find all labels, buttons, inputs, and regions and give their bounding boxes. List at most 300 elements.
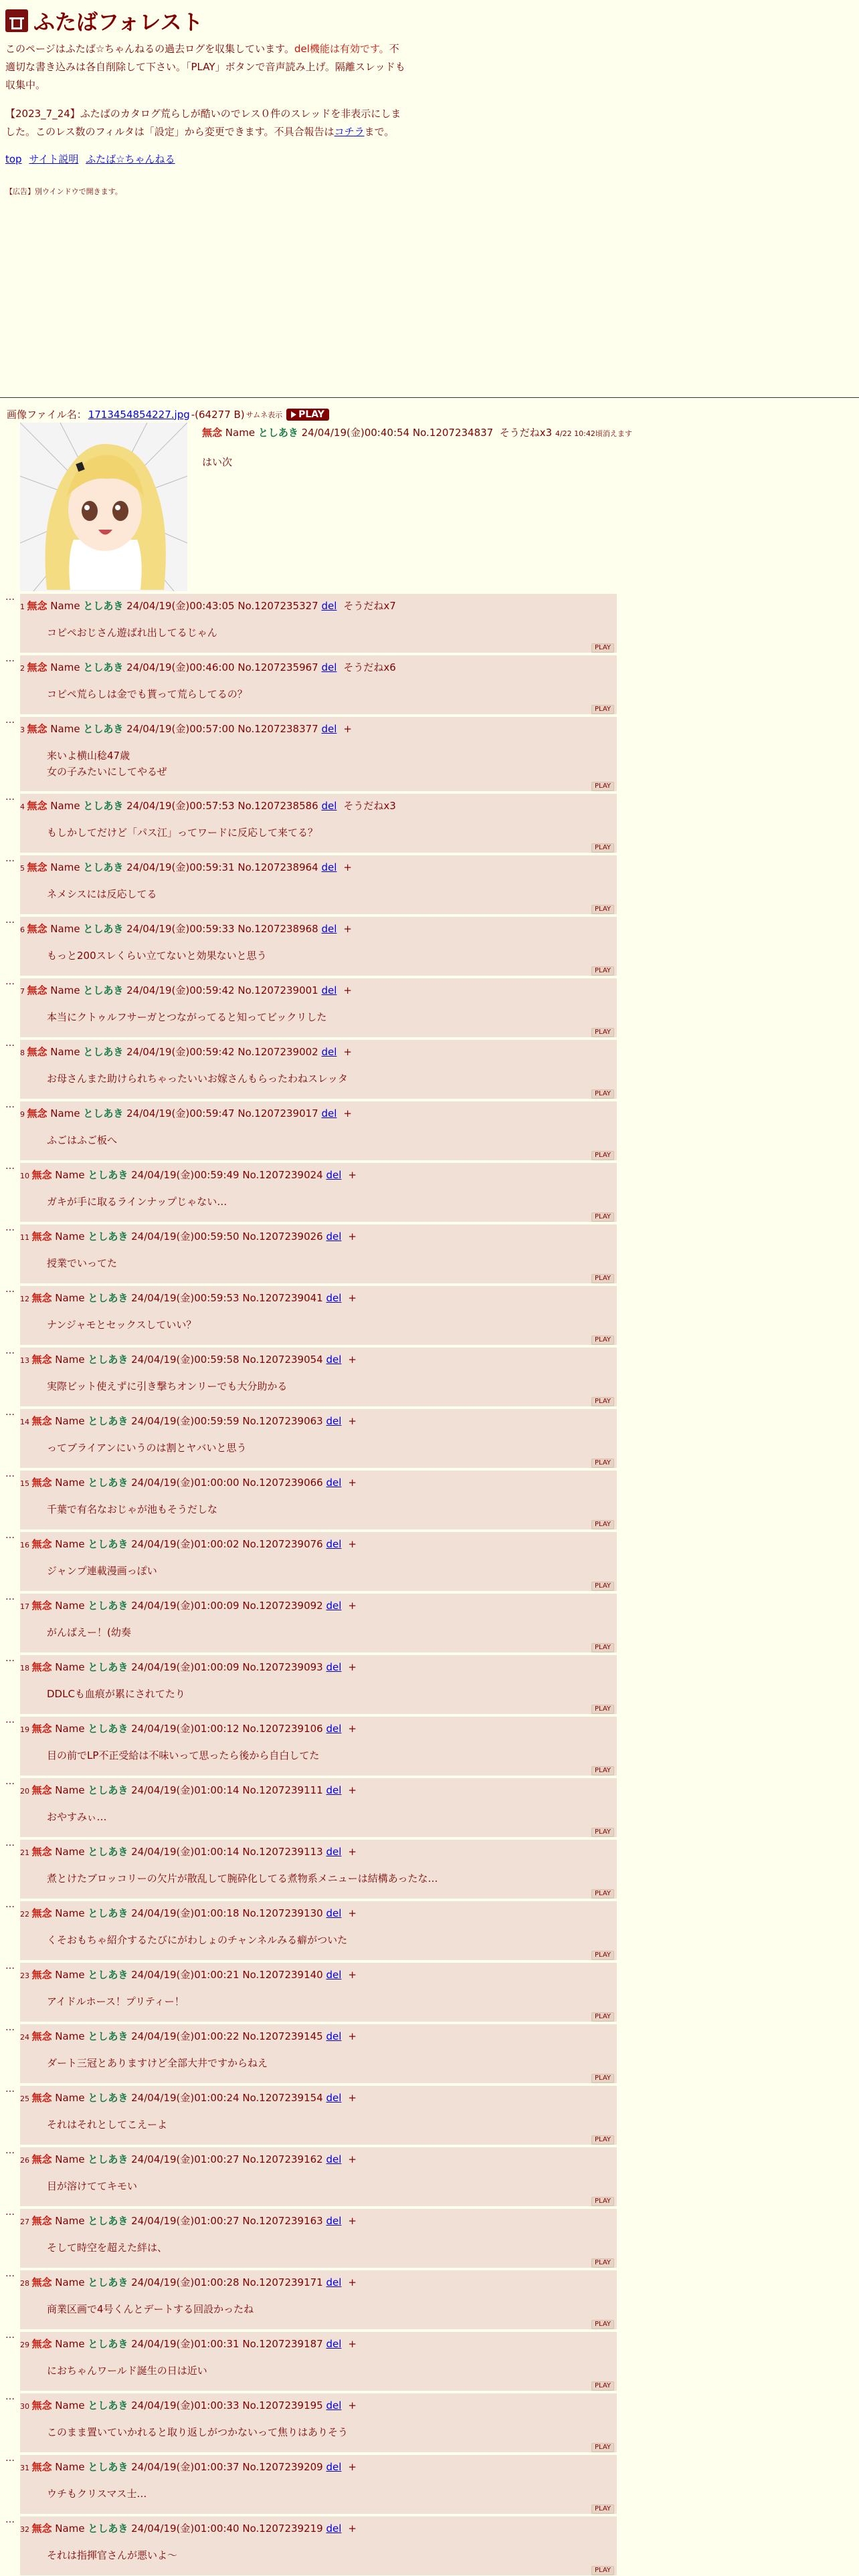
reply-del-link[interactable]: del [326,2276,342,2288]
reply-header [20,1414,357,1428]
op-sodane[interactable]: そうだねx3 [499,427,553,439]
reply-post-number[interactable]: No.1207239145 [242,2030,323,2042]
reply-sodane[interactable]: + [348,2276,357,2288]
reply-row [5,978,859,1037]
reply-poster-name: としあき [88,2215,128,2227]
reply-row [5,717,859,791]
reply-del-link[interactable]: del [326,1723,342,1735]
reply-header [20,983,352,997]
reply-sodane[interactable]: + [348,2215,357,2227]
reply-datetime: 24/04/19(金)01:00:09 [131,1600,240,1612]
reply-play-button[interactable]: PLAY [591,1951,614,1960]
reply-subject: 無念 [27,661,47,673]
reply-index: 11 [20,1233,32,1242]
reply-header [20,1721,357,1735]
reply-row [5,2209,859,2268]
reply-post-number[interactable]: No.1207239092 [242,1600,323,1612]
reply-row [5,1901,859,1960]
reply-post-number[interactable]: No.1207239002 [237,1046,318,1058]
reply-play-button[interactable]: PLAY [591,1643,614,1652]
site-title: ふたばフォレスト [33,9,203,35]
reply-header [20,2337,357,2351]
reply-sodane[interactable]: + [348,1969,357,1981]
reply-poster-name: としあき [83,723,124,735]
reply-post [20,1778,617,1837]
reply-subject: 無念 [31,2153,52,2165]
reply-header [20,1906,357,1920]
reply-play-button[interactable]: PLAY [591,1520,614,1529]
reply-post-number[interactable]: No.1207239187 [242,2338,323,2350]
reply-play-button[interactable]: PLAY [591,1459,614,1468]
reply-header [20,2152,357,2166]
reply-subject: 無念 [31,2276,52,2288]
reply-subject: 無念 [31,1661,52,1673]
reply-index: 13 [20,1356,32,1365]
reply-row [5,2024,859,2083]
reply-sodane[interactable]: そうだねx3 [343,800,396,812]
reply-body: がんばえー！(幼奏 [47,1626,131,1638]
reply-body: におちゃんワールド誕生の日は近い [47,2365,207,2377]
reply-row [5,1655,859,1714]
op-play-button[interactable] [286,409,329,421]
reply-sodane[interactable]: + [348,2338,357,2350]
reply-del-link[interactable]: del [326,1292,342,1304]
reply-play-button[interactable]: PLAY [591,2504,614,2514]
reply-post-number[interactable]: No.1207239041 [242,1292,323,1304]
reply-post-number[interactable]: No.1207239162 [242,2153,323,2165]
reply-datetime: 24/04/19(金)00:57:53 [126,800,235,812]
file-info-row [0,407,859,421]
reply-post-number[interactable]: No.1207239163 [242,2215,323,2227]
reply-play-button[interactable]: PLAY [591,905,614,914]
reply-post-number[interactable]: No.1207239154 [242,2092,323,2104]
reply-sodane[interactable]: + [348,2461,357,2473]
reply-play-button[interactable]: PLAY [591,2320,614,2329]
reply-index: 19 [20,1725,32,1734]
reply-poster-name: としあき [88,1169,128,1181]
reply-sodane[interactable]: + [348,1230,357,1243]
reply-post [20,794,617,853]
reply-header [20,1352,357,1366]
reply-play-button[interactable]: PLAY [591,2135,614,2145]
reply-row [5,1840,859,1899]
reply-header [20,1660,357,1674]
reply-subject: 無念 [31,2092,52,2104]
reply-datetime: 24/04/19(金)01:00:31 [131,2338,240,2350]
notice-text: 【2023_7_24】ふたばのカタログ荒らしが酷いのでレス０件のスレッドを非表示にしました。このレス数のフィルタは「設定」から変更できます。不具合報告は [5,108,401,138]
reply-del-link[interactable]: del [326,1784,342,1796]
reply-row [5,855,859,914]
reply-del-link[interactable]: del [326,2523,342,2535]
reply-play-button[interactable]: PLAY [591,1089,614,1099]
reply-post-number[interactable]: No.1207235327 [237,600,318,612]
reply-body: もっと200スレくらい立てないと効果ないと思う [47,950,267,962]
reply-sodane[interactable]: + [348,1415,357,1427]
reply-post-number[interactable]: No.1207239106 [242,1723,323,1735]
reply-poster-name: としあき [88,1538,128,1550]
reply-post-number[interactable]: No.1207239063 [242,1415,323,1427]
reply-poster-name: としあき [88,1477,128,1489]
reply-body: それはそれとしてこえーよ [47,2119,168,2131]
reply-datetime: 24/04/19(金)01:00:28 [131,2276,240,2288]
reply-name-label: Name [55,1538,85,1550]
reply-name-label: Name [55,2092,85,2104]
reply-header [20,2214,357,2228]
reply-row [5,1348,859,1406]
reply-index: 27 [20,2218,32,2226]
reply-del-link[interactable]: del [321,861,337,873]
reply-datetime: 24/04/19(金)01:00:14 [131,1784,240,1796]
reply-poster-name: としあき [88,1784,128,1796]
reply-sodane[interactable]: + [348,2523,357,2535]
reply-post-number[interactable]: No.1207239017 [237,1107,318,1119]
reply-header [20,1045,352,1059]
reply-post-number[interactable]: No.1207239066 [242,1477,323,1489]
reply-list [5,594,859,2575]
reply-play-button[interactable]: PLAY [591,1705,614,1714]
reply-datetime: 24/04/19(金)00:59:33 [126,923,235,935]
reply-name-label: Name [50,723,80,735]
reply-del-link[interactable]: del [326,1846,342,1858]
reply-play-button[interactable]: PLAY [591,643,614,653]
reply-name-label: Name [55,2523,85,2535]
reply-subject: 無念 [31,2461,52,2473]
reply-post [20,594,617,653]
reply-body: お母さんまた助けられちゃったいいお嫁さんもらったわねスレッタ [47,1073,348,1085]
reply-del-link[interactable]: del [321,723,337,735]
reply-sodane[interactable]: + [343,1046,352,1058]
reply-del-link[interactable]: del [326,1969,342,1981]
reply-play-button[interactable]: PLAY [591,2197,614,2206]
reply-name-label: Name [55,1907,85,1919]
reply-post-number[interactable]: No.1207239171 [242,2276,323,2288]
reply-name-label: Name [50,984,80,996]
reply-row [5,2086,859,2145]
reply-del-link[interactable]: del [326,2399,342,2411]
reply-marker: … [5,2207,14,2218]
reply-header [20,1106,352,1120]
reply-sodane[interactable]: + [348,2153,357,2165]
reply-del-link[interactable]: del [326,1354,342,1366]
reply-index: 9 [20,1110,27,1119]
reply-del-link[interactable]: del [326,2461,342,2473]
reply-name-label: Name [55,1846,85,1858]
reply-datetime: 24/04/19(金)00:46:00 [126,661,235,673]
reply-play-button[interactable]: PLAY [591,705,614,714]
reply-post [20,2024,617,2083]
reply-subject: 無念 [27,984,47,996]
reply-index: 18 [20,1664,32,1673]
reply-name-label: Name [50,600,80,612]
reply-body: ふごはふご板へ [47,1134,118,1146]
reply-subject: 無念 [31,1969,52,1981]
nav-futaba-link[interactable]: ふたば☆ちゃんねる [86,153,175,165]
reply-subject: 無念 [31,1538,52,1550]
reply-subject: 無念 [31,2215,52,2227]
reply-name-label: Name [55,2338,85,2350]
reply-header [20,660,396,674]
reply-post-number[interactable]: No.1207239209 [242,2461,323,2473]
reply-marker: … [5,1838,14,1848]
reply-post-number[interactable]: No.1207239024 [242,1169,323,1181]
reply-datetime: 24/04/19(金)00:59:59 [131,1415,240,1427]
reply-play-button[interactable]: PLAY [591,1335,614,1345]
reply-sodane[interactable]: + [348,2399,357,2411]
reply-play-button[interactable]: PLAY [591,843,614,853]
reply-poster-name: としあき [83,800,124,812]
reply-sodane[interactable]: + [348,1354,357,1366]
reply-del-link[interactable]: del [321,1107,337,1119]
reply-play-button[interactable]: PLAY [591,1397,614,1406]
reply-marker: … [5,1592,14,1602]
reply-header [20,1844,357,1858]
reply-name-label: Name [55,2461,85,2473]
reply-post [20,2393,617,2452]
reply-name-label: Name [55,2399,85,2411]
reply-marker: … [5,1469,14,1479]
reply-row [5,2147,859,2206]
reply-post [20,2086,617,2145]
reply-play-button[interactable]: PLAY [591,1582,614,1591]
reply-play-button[interactable]: PLAY [591,2443,614,2452]
reply-sodane[interactable]: + [348,1477,357,1489]
reply-del-link[interactable]: del [326,1415,342,1427]
reply-body: そして時空を超えた絆は、 [47,2242,168,2254]
reply-sodane[interactable]: + [348,2092,357,2104]
reply-marker: … [5,2084,14,2095]
reply-subject: 無念 [31,1292,52,1304]
reply-post-number[interactable]: No.1207238968 [237,923,318,935]
reply-header [20,2029,357,2043]
reply-sodane[interactable]: + [348,1292,357,1304]
reply-sodane[interactable]: + [348,1600,357,1612]
reply-play-button[interactable]: PLAY [591,782,614,791]
reply-sodane[interactable]: そうだねx7 [343,600,396,612]
reply-index: 22 [20,1910,32,1919]
reply-header [20,922,352,936]
reply-del-link[interactable]: del [321,600,337,612]
reply-del-link[interactable]: del [321,984,337,996]
reply-marker: … [5,2022,14,2033]
reply-sodane[interactable]: + [343,861,352,873]
reply-post-number[interactable]: No.1207239195 [242,2399,323,2411]
reply-play-button[interactable]: PLAY [591,1212,614,1222]
reply-datetime: 24/04/19(金)01:00:33 [131,2399,240,2411]
reply-sodane[interactable]: そうだねx6 [343,661,396,673]
reply-sodane[interactable]: + [348,1661,357,1673]
header-divider [0,397,859,398]
reply-post-number[interactable]: No.1207235967 [237,661,318,673]
reply-post [20,1040,617,1099]
reply-post-number[interactable]: No.1207239054 [242,1354,323,1366]
reply-post-number[interactable]: No.1207238586 [237,800,318,812]
reply-name-label: Name [55,1169,85,1181]
op-thumbnail[interactable] [20,423,187,591]
play-icon [291,411,296,418]
reply-index: 26 [20,2156,32,2165]
reply-datetime: 24/04/19(金)01:00:12 [131,1723,240,1735]
reply-post-number[interactable]: No.1207238377 [237,723,318,735]
reply-subject: 無念 [31,1477,52,1489]
reply-sodane[interactable]: + [343,984,352,996]
reply-body: 目が溶けててキモい [47,2180,138,2192]
reply-del-link[interactable]: del [326,2092,342,2104]
reply-del-link[interactable]: del [326,1600,342,1612]
reply-poster-name: としあき [83,984,124,996]
reply-sodane[interactable]: + [348,1538,357,1550]
reply-post-number[interactable]: No.1207239113 [242,1846,323,1858]
reply-header [20,1783,357,1797]
reply-post-number[interactable]: No.1207239130 [242,1907,323,1919]
reply-play-button[interactable]: PLAY [591,2258,614,2268]
op-poster-name: としあき [258,427,298,439]
reply-post [20,655,617,714]
reply-del-link[interactable]: del [321,1046,337,1058]
reply-subject: 無念 [31,1907,52,1919]
reply-play-button[interactable]: PLAY [591,1889,614,1899]
reply-post [20,978,617,1037]
reply-sodane[interactable]: + [343,1107,352,1119]
reply-post-number[interactable]: No.1207238964 [237,861,318,873]
reply-subject: 無念 [31,1846,52,1858]
reply-poster-name: としあき [88,1969,128,1981]
reply-index: 17 [20,1602,32,1611]
reply-poster-name: としあき [88,2153,128,2165]
reply-del-link[interactable]: del [326,2030,342,2042]
reply-del-link[interactable]: del [326,1477,342,1489]
reply-del-link[interactable]: del [326,2215,342,2227]
reply-header [20,1475,357,1489]
reply-sodane[interactable]: + [348,1723,357,1735]
reply-post [20,2147,617,2206]
reply-subject: 無念 [31,1723,52,1735]
reply-subject: 無念 [31,2523,52,2535]
file-name-link[interactable]: 1713454854227.jpg [88,408,190,421]
reply-poster-name: としあき [88,1415,128,1427]
reply-post [20,1101,617,1160]
site-title-row [5,5,852,36]
reply-del-link[interactable]: del [326,1169,342,1181]
reply-del-link[interactable]: del [326,1230,342,1243]
nav-about-link[interactable]: サイト説明 [29,153,79,165]
reply-play-button[interactable]: PLAY [591,2566,614,2575]
reply-header [20,1598,357,1612]
reply-sodane[interactable]: + [348,1907,357,1919]
reply-del-link[interactable]: del [326,2153,342,2165]
reply-del-link[interactable]: del [326,1907,342,1919]
reply-play-button[interactable]: PLAY [591,1766,614,1776]
reply-poster-name: としあき [83,1046,124,1058]
reply-subject: 無念 [31,2338,52,2350]
reply-post-number[interactable]: No.1207239001 [237,984,318,996]
reply-body: ナンジャモとセックスしていい？ [47,1319,197,1331]
reply-sodane[interactable]: + [348,1784,357,1796]
reply-poster-name: としあき [83,661,124,673]
op-header [202,425,632,439]
reply-poster-name: としあき [83,923,124,935]
reply-marker: … [5,1961,14,1971]
reply-subject: 無念 [31,1169,52,1181]
reply-play-button[interactable]: PLAY [591,1274,614,1283]
reply-post-number[interactable]: No.1207239076 [242,1538,323,1550]
reply-post-number[interactable]: No.1207239111 [242,1784,323,1796]
reply-post [20,2270,617,2329]
op-name-label: Name [225,427,256,439]
reply-body: 来いよ横山稔47歳 女の子みたいにしてやるぜ [47,750,167,778]
reply-body: ガキが手に取るラインナップじゃない… [47,1196,227,1208]
reply-marker: … [5,976,14,987]
reply-play-button[interactable]: PLAY [591,2012,614,2022]
reply-sodane[interactable]: + [348,1846,357,1858]
reply-play-button[interactable]: PLAY [591,2074,614,2083]
reply-name-label: Name [55,1969,85,1981]
reply-datetime: 24/04/19(金)01:00:09 [131,1661,240,1673]
reply-del-link[interactable]: del [321,661,337,673]
reply-index: 4 [20,802,27,811]
reply-name-label: Name [55,2153,85,2165]
reply-index: 8 [20,1049,27,1057]
reply-header [20,1967,357,1981]
reply-row [5,1717,859,1776]
reply-index: 14 [20,1418,32,1426]
reply-header [20,2521,357,2535]
reply-datetime: 24/04/19(金)01:00:18 [131,1907,240,1919]
reply-del-link[interactable]: del [326,2338,342,2350]
reply-body: おやすみぃ… [47,1811,107,1823]
reply-datetime: 24/04/19(金)00:59:49 [131,1169,240,1181]
bug-report-link[interactable]: コチラ [334,126,365,138]
reply-play-button[interactable]: PLAY [591,1828,614,1837]
reply-marker: … [5,915,14,926]
reply-index: 3 [20,726,27,734]
reply-del-link[interactable]: del [321,923,337,935]
reply-post-number[interactable]: No.1207239026 [242,1230,323,1243]
nav-top-link[interactable]: top [5,153,22,165]
reply-sodane[interactable]: + [343,723,352,735]
reply-post [20,1224,617,1283]
reply-del-link[interactable]: del [326,1538,342,1550]
reply-post [20,1594,617,1652]
op-play-label: PLAY [298,409,324,420]
reply-play-button[interactable]: PLAY [591,1028,614,1037]
reply-name-label: Name [50,800,80,812]
reply-datetime: 24/04/19(金)00:59:53 [131,1292,240,1304]
reply-post-number[interactable]: No.1207239219 [242,2523,323,2535]
reply-del-link[interactable]: del [321,800,337,812]
reply-sodane[interactable]: + [348,1169,357,1181]
reply-post-number[interactable]: No.1207239140 [242,1969,323,1981]
reply-del-link[interactable]: del [326,1661,342,1673]
reply-post-number[interactable]: No.1207239093 [242,1661,323,1673]
reply-marker: … [5,653,14,664]
reply-header [20,1291,357,1305]
reply-marker: … [5,2453,14,2464]
reply-post [20,2332,617,2391]
reply-header [20,860,352,874]
reply-play-button[interactable]: PLAY [591,1151,614,1160]
reply-name-label: Name [55,2276,85,2288]
op-post-number[interactable]: No.1207234837 [412,427,494,439]
reply-play-button[interactable]: PLAY [591,2381,614,2391]
reply-datetime: 24/04/19(金)01:00:40 [131,2523,240,2535]
reply-play-button[interactable]: PLAY [591,966,614,976]
reply-sodane[interactable]: + [348,2030,357,2042]
reply-post [20,1163,617,1222]
reply-sodane[interactable]: + [343,923,352,935]
reply-poster-name: としあき [88,1723,128,1735]
reply-index: 1 [20,603,27,611]
reply-row [5,655,859,714]
